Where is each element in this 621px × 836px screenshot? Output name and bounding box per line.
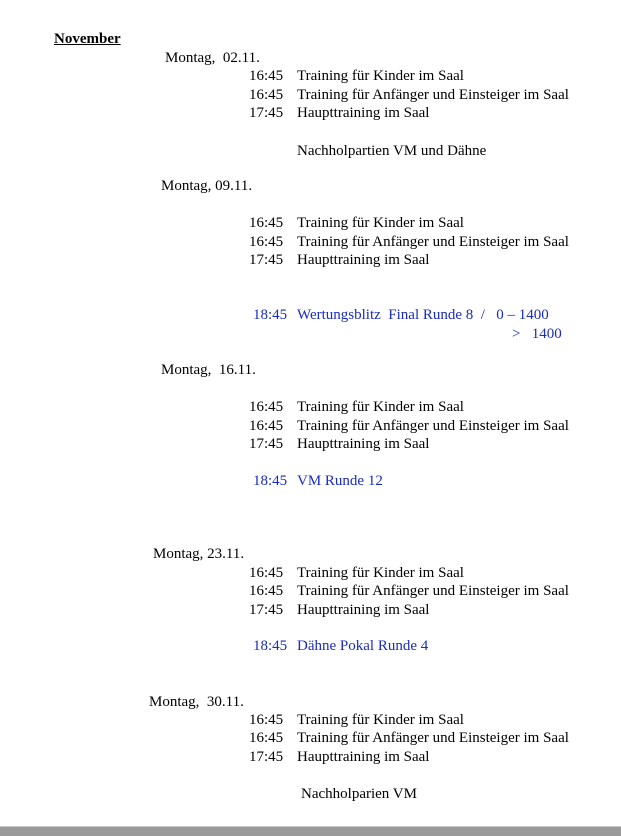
entry-text: Training für Anfänger und Einsteiger im Saal bbox=[297, 234, 569, 250]
day-date: Montag, 23.11. bbox=[153, 546, 245, 562]
entry-text: Training für Anfänger und Einsteiger im Saal bbox=[297, 418, 569, 434]
entry-text: Training für Kinder im Saal bbox=[297, 68, 464, 84]
day-note: Nachholpartien VM und Dähne bbox=[297, 143, 487, 159]
entry-time: 16:45 bbox=[249, 730, 284, 746]
entry-time: 16:45 bbox=[249, 712, 284, 728]
entry-text: Training für Anfänger und Einsteiger im Saal bbox=[297, 730, 569, 746]
entry-time: 17:45 bbox=[249, 252, 284, 268]
entry-time: 16:45 bbox=[249, 399, 284, 415]
entry-text: Training für Anfänger und Einsteiger im Saal bbox=[297, 87, 569, 103]
entry-text: Training für Kinder im Saal bbox=[297, 399, 464, 415]
entry-text: Training für Kinder im Saal bbox=[297, 215, 464, 231]
entry-time: 16:45 bbox=[249, 215, 284, 231]
day-date: Montag, 16.11. bbox=[161, 362, 256, 378]
entry-time: 16:45 bbox=[249, 87, 284, 103]
day-note: Nachholparien VM bbox=[301, 786, 417, 802]
entry-time: 16:45 bbox=[249, 418, 284, 434]
entry-time: 16:45 bbox=[249, 234, 284, 250]
entry-time: 17:45 bbox=[249, 602, 284, 618]
entry-text: Haupttraining im Saal bbox=[297, 749, 430, 765]
entry-time: 17:45 bbox=[249, 749, 284, 765]
entry-time: 16:45 bbox=[249, 583, 284, 599]
entry-text: Training für Anfänger und Einsteiger im Saal bbox=[297, 583, 569, 599]
day-date: Montag, 02.11. bbox=[165, 50, 260, 66]
entry-time: 16:45 bbox=[249, 565, 284, 581]
entry-time: 17:45 bbox=[249, 436, 284, 452]
page-bottom-border bbox=[0, 826, 621, 836]
event-time: 18:45 bbox=[253, 307, 288, 323]
entry-text: Training für Kinder im Saal bbox=[297, 565, 464, 581]
day-date: Montag, 30.11. bbox=[149, 694, 244, 710]
entry-text: Haupttraining im Saal bbox=[297, 105, 430, 121]
event-time: 18:45 bbox=[253, 638, 288, 654]
event-time: 18:45 bbox=[253, 473, 288, 489]
event-text-continuation: > 1400 bbox=[512, 326, 562, 342]
month-heading: November bbox=[54, 31, 121, 47]
entry-text: Haupttraining im Saal bbox=[297, 252, 430, 268]
event-text: Dähne Pokal Runde 4 bbox=[297, 638, 429, 654]
event-text: Wertungsblitz Final Runde 8 / 0 – 1400 bbox=[297, 307, 549, 323]
event-text: VM Runde 12 bbox=[297, 473, 383, 489]
entry-text: Training für Kinder im Saal bbox=[297, 712, 464, 728]
entry-time: 17:45 bbox=[249, 105, 284, 121]
entry-text: Haupttraining im Saal bbox=[297, 602, 430, 618]
entry-time: 16:45 bbox=[249, 68, 284, 84]
day-date: Montag, 09.11. bbox=[161, 178, 253, 194]
entry-text: Haupttraining im Saal bbox=[297, 436, 430, 452]
